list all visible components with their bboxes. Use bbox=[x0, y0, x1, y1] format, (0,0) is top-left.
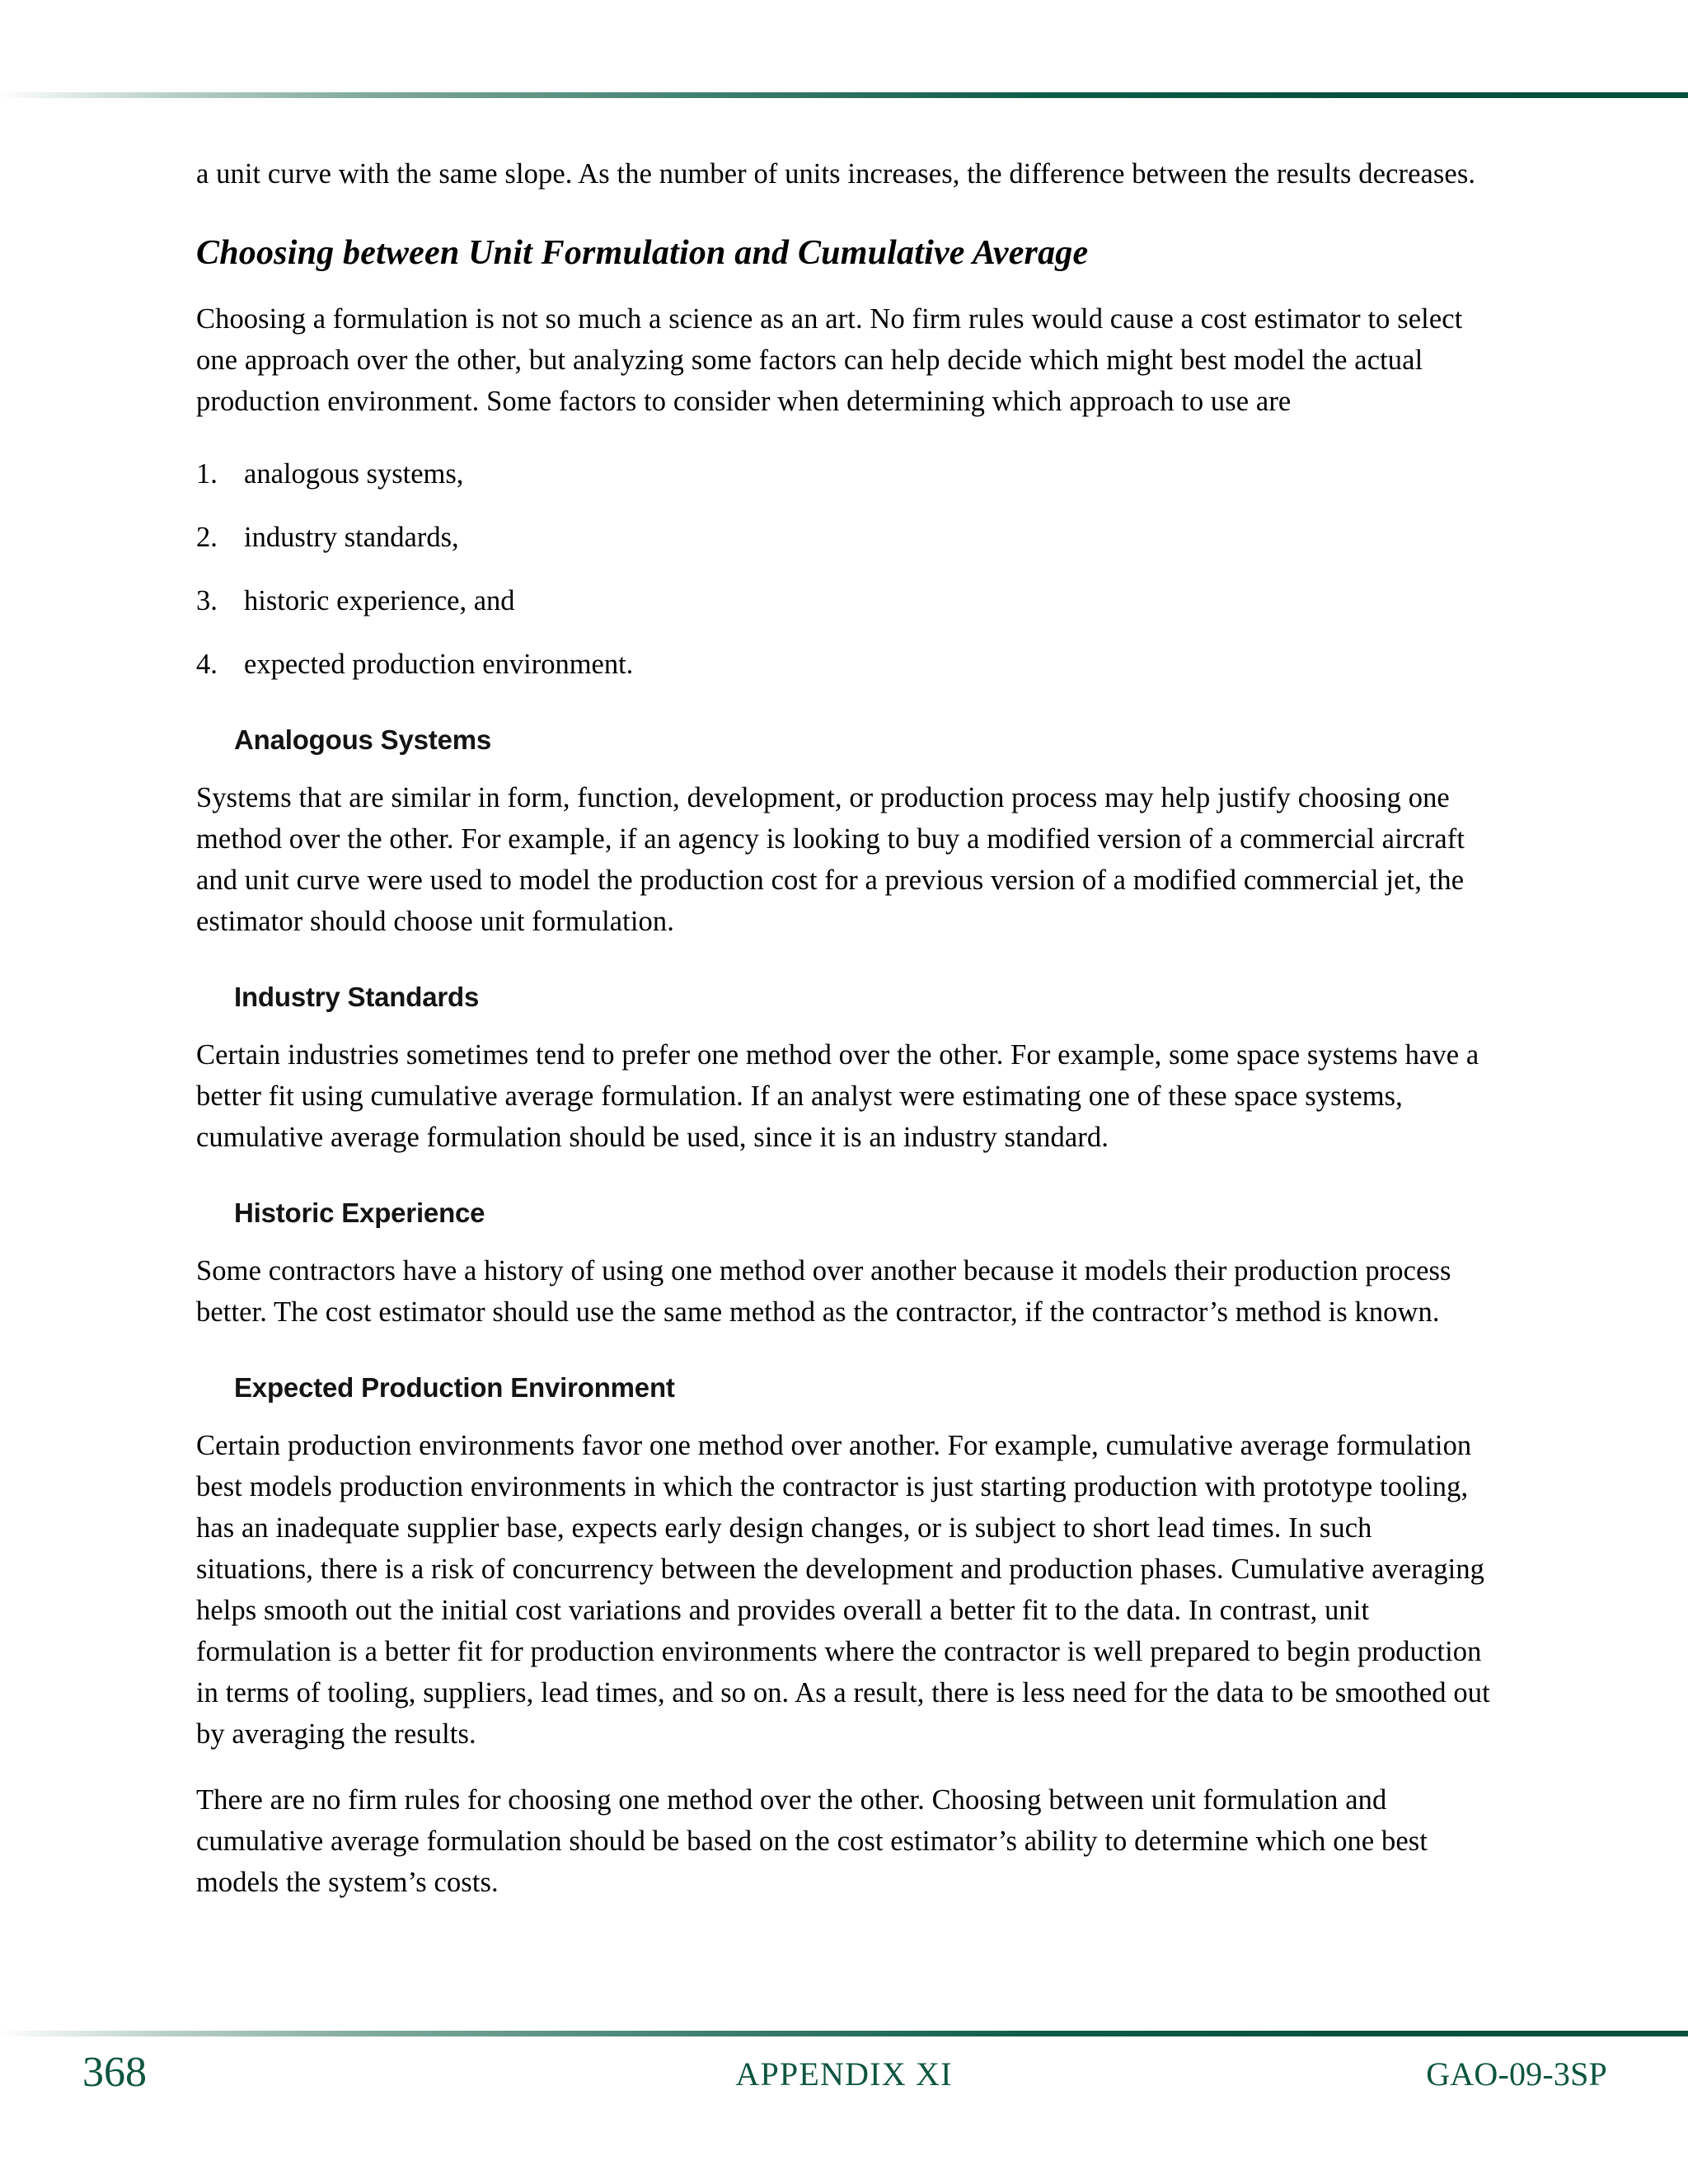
factors-list bbox=[196, 453, 1490, 685]
closing-paragraph: There are no firm rules for choosing one method over the other. Choosing between unit formulation and cumulative average formulation should be based on the cost estimator’s ability to determine which one best models the system’s costs. bbox=[196, 1784, 1428, 1898]
section-heading: Choosing between Unit Formulation and Cumulative Average bbox=[196, 234, 1089, 272]
page-content bbox=[196, 153, 1490, 1928]
subsection-heading-analogous-systems: Analogous Systems bbox=[234, 724, 492, 755]
list-item-number: 4. bbox=[196, 649, 218, 680]
subsection-paragraph-industry-standards: Certain industries sometimes tend to prefer one method over the other. For example, some space systems have a better fit using cumulative average formulation. If an analyst were estimating one of these space systems, cumulative average formulation should be used, since it is an industry standard. bbox=[196, 1039, 1479, 1153]
list-item bbox=[196, 453, 1490, 494]
list-item-number: 3. bbox=[196, 585, 218, 616]
list-item-label: historic experience, and bbox=[244, 585, 515, 616]
subsection-heading-expected-production-environment: Expected Production Environment bbox=[234, 1372, 675, 1403]
list-item-label: industry standards, bbox=[244, 522, 459, 553]
subsection-paragraph-analogous-systems: Systems that are similar in form, function, development, or production process may help justify choosing one method over the other. For example, if an agency is looking to buy a modified version of a commercial aircraft and unit curve were used to model the production cost for a previous version of a modified commercial jet, the estimator should choose unit formulation. bbox=[196, 782, 1465, 937]
section-intro-paragraph: Choosing a formulation is not so much a science as an art. No firm rules would cause a cost estimator to select one approach over the other, but analyzing some factors can help decide which might best model the actual production environment. Some factors to consider when determining which approach to use are bbox=[196, 303, 1463, 417]
subsection-paragraph-historic-experience: Some contractors have a history of using one method over another because it models their production process better. The cost estimator should use the same method as the contractor, if the contractor’s method is known. bbox=[196, 1255, 1451, 1328]
list-item bbox=[196, 644, 1490, 685]
footer-rule bbox=[0, 2031, 1688, 2036]
list-item-label: expected production environment. bbox=[244, 649, 634, 680]
subsection-heading-historic-experience: Historic Experience bbox=[234, 1197, 485, 1228]
list-item-number: 1. bbox=[196, 458, 218, 490]
header-rule bbox=[0, 92, 1688, 98]
subsection-paragraph-expected-production-environment: Certain production environments favor one method over another. For example, cumulative average formulation best models production environments in which the contractor is just starting production with prototype tooling, has an inadequate supplier base, expects early design changes, or is subject to short lead times. In such situations, there is a risk of concurrency between the development and production phases. Cumulative averaging helps smooth out the initial cost variations and provides overall a better fit to the data. In contrast, unit formulation is a better fit for production environments where the contractor is well prepared to begin production in terms of tooling, suppliers, lead times, and so on. As a result, there is less need for the data to be smoothed out by averaging the results. bbox=[196, 1430, 1490, 1750]
page-footer bbox=[0, 2044, 1688, 2118]
appendix-label: APPENDIX XI bbox=[735, 2055, 953, 2093]
subsection-heading-industry-standards: Industry Standards bbox=[234, 982, 480, 1012]
list-item-label: analogous systems, bbox=[244, 458, 464, 490]
intro-paragraph: a unit curve with the same slope. As the number of units increases, the difference between the results decreases. bbox=[196, 158, 1476, 190]
list-item-number: 2. bbox=[196, 522, 218, 553]
list-item bbox=[196, 580, 1490, 621]
list-item bbox=[196, 517, 1490, 558]
document-id: GAO-09-3SP bbox=[1426, 2055, 1607, 2093]
page-number: 368 bbox=[82, 2049, 147, 2096]
